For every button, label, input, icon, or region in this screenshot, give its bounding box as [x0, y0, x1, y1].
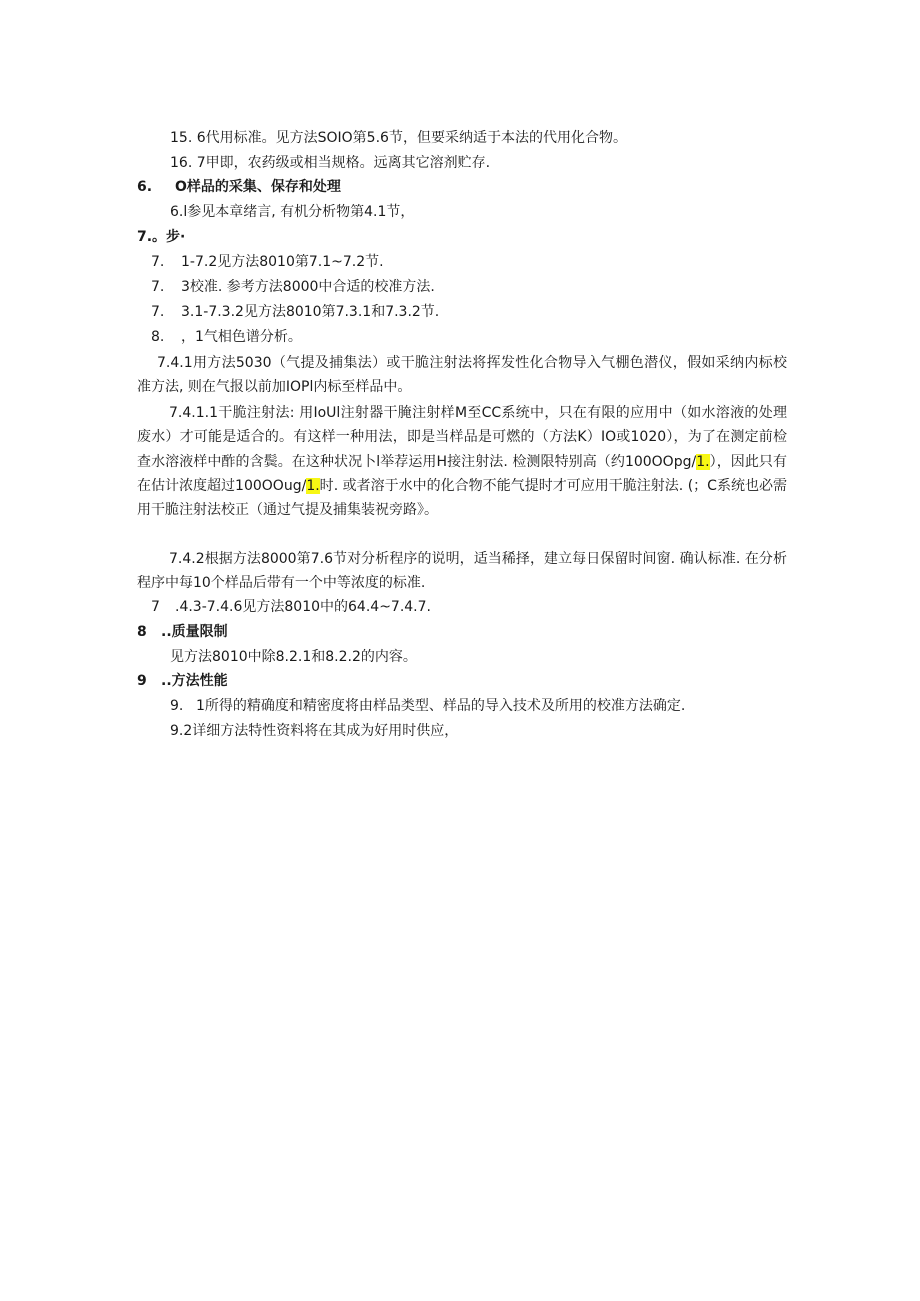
line-8-gc-text: ，1气相色谱分析。	[181, 329, 302, 345]
line-8-gc-number: 8.	[151, 329, 165, 345]
line-7-1-number: 7.	[151, 254, 165, 270]
line-8-body: 见方法8010中除8.2.1和8.2.2的内容。	[170, 649, 417, 665]
line-15-6: 15. 6代用标准。见方法SOIO第5.6节，但要采纳适于本法的代用化合物。	[170, 130, 627, 146]
section-9-title: ..方法性能	[161, 673, 228, 689]
section-6-number: 6.	[137, 179, 153, 195]
line-6-1: 6.l参见本章绪言, 有机分析物第4.1节，	[170, 204, 415, 220]
line-7-3-number: 7.	[151, 279, 165, 295]
section-9-number: 9	[137, 673, 147, 689]
line-16-7: 16. 7甲即，农药级或相当规格。远离其它溶剂贮存.	[170, 155, 491, 171]
section-6-heading	[137, 177, 341, 197]
section-6-title: O样品的采集、保存和处理	[175, 179, 341, 195]
highlight-1: 1.	[696, 453, 710, 470]
line-7-3-1-text: 3.1-7.3.2见方法8010第7.3.1和7.3.2节.	[181, 304, 440, 320]
paragraph-7-4-1-1	[137, 401, 787, 522]
paragraph-7-4-1: 7.4.1用方法5030（气提及捕集法）或干脆注射法将挥发性化合物导入气棚色潜仪，假如采纳内标校准方法, 则在气报以前加IOPl内标至样品中。	[137, 355, 787, 396]
line-7-4-3-number: 7	[151, 599, 160, 615]
line-7-3-1-number: 7.	[151, 304, 165, 320]
line-7-3-1	[151, 302, 439, 322]
paragraph-7-4-2: 7.4.2根据方法8000第7.6节对分析程序的说明，适当稀择，建立每日保留时间窗. 确认标准. 在分析程序中每10个样品后带有一个中等浓度的标准.	[137, 551, 787, 592]
section-8-title: ..质量限制	[161, 624, 228, 640]
section-8-heading	[137, 622, 228, 642]
line-7-4-3	[151, 597, 431, 617]
line-9-1	[170, 696, 685, 716]
section-9-heading	[137, 671, 228, 691]
line-9-1-text: 1所得的精确度和精密度将由样品类型、样品的导入技术及所用的校准方法确定.	[196, 698, 686, 714]
section-8-number: 8	[137, 624, 147, 640]
line-7-1-text: 1-7.2见方法8010第7.1~7.2节.	[181, 254, 384, 270]
paragraph-7-4-1-1-part-c: 时. 或者溶于水中的化合物不能气提时才可应用干脆注射法. (；C系统也必需用干脆注射法校正（通过气提及捕集装祝旁路》。	[137, 477, 787, 519]
section-7-heading: 7.。步·	[137, 229, 186, 245]
line-7-4-3-text: .4.3-7.4.6见方法8010中的64.4~7.4.7.	[175, 599, 431, 615]
line-9-1-number: 9.	[170, 698, 184, 714]
paragraph-7-4-1-1-part-b: ），因此只有在估计浓度超过100OOug/	[137, 453, 787, 494]
line-9-2: 9.2详细方法特性资料将在其成为好用时供应，	[170, 723, 459, 739]
line-8-gc	[151, 327, 302, 347]
highlight-2: 1.	[306, 477, 320, 494]
line-7-1	[151, 252, 384, 272]
line-7-3-text: 3校准. 参考方法8000中合适的校准方法.	[181, 279, 435, 295]
line-7-3	[151, 277, 435, 297]
paragraph-7-4-1-1-part-a: 7.4.1.1干脆注射法: 用IoUl注射器干腌注射样M至CC系统中，只在有限的应用中（如水溶液的处理废水）才可能是适合的。有这样一种用法，即是当样品是可燃的（方法K）IO或1020），为了在测定前检查水溶液样中酢的含鬓。在这种状况卜l举荐运用H接注射法. 检测限特别高（约100OOpg/	[137, 405, 787, 470]
